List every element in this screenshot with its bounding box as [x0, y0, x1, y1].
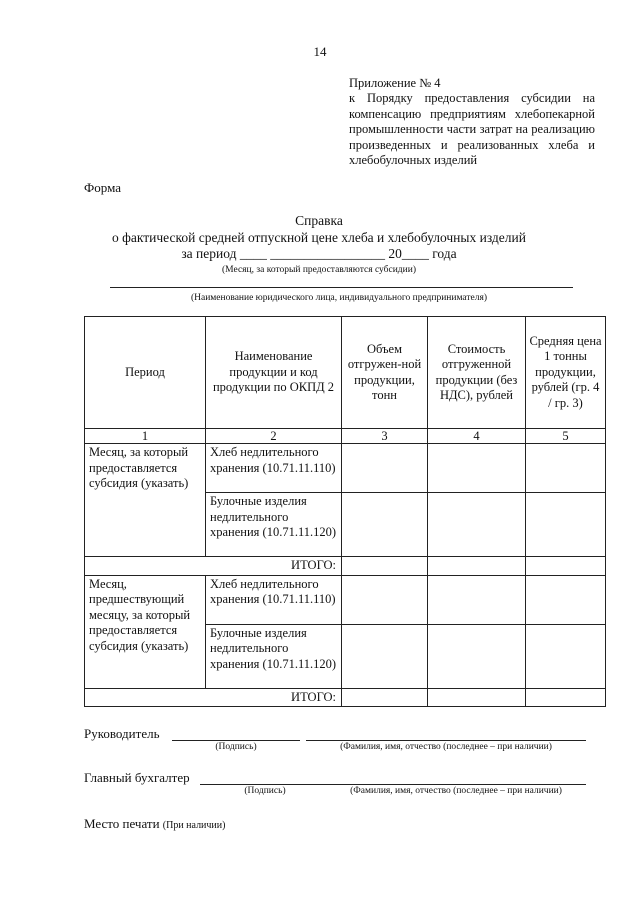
- head-signature-line[interactable]: [172, 740, 300, 741]
- stamp-label: Место печати: [84, 816, 160, 831]
- accountant-sign-caption: (Подпись): [244, 786, 286, 796]
- head-label: Руководитель: [84, 726, 160, 741]
- total-row: [85, 688, 606, 707]
- total-row: [85, 557, 606, 576]
- total-volume-cell[interactable]: [342, 688, 428, 707]
- column-number-row: [85, 429, 606, 444]
- table-row: [85, 575, 606, 624]
- entity-caption: (Наименование юридического лица, индивидуального предпринимателя): [190, 293, 488, 303]
- period-cell: Месяц, за который предоставляется субсидия (указать): [85, 444, 206, 557]
- form-label: Форма: [84, 180, 121, 195]
- accountant-signature-line[interactable]: [200, 784, 330, 785]
- header-product: Наименование продукции и код продукции по ОКПД 2: [206, 317, 342, 429]
- accountant-name-caption: (Фамилия, имя, отчество (последнее – при наличии): [350, 786, 562, 796]
- doc-title: Справка: [295, 213, 343, 228]
- volume-cell[interactable]: [342, 444, 428, 493]
- stamp-place: [84, 816, 225, 832]
- total-label: ИТОГО:: [85, 688, 342, 707]
- period-line: за период ____ _________________ 20____ года: [181, 246, 457, 261]
- header-volume: Объем отгружен-ной продукции, тонн: [342, 317, 428, 429]
- cost-cell[interactable]: [428, 444, 526, 493]
- head-name-line[interactable]: [306, 740, 586, 741]
- entity-name-line: [110, 287, 573, 288]
- column-number: 2: [206, 429, 342, 444]
- product-cell: Хлеб недлительного хранения (10.71.11.110): [206, 444, 342, 493]
- page-number: 14: [313, 44, 327, 59]
- accountant-label: Главный бухгалтер: [84, 770, 190, 785]
- avg-price-cell[interactable]: [526, 444, 606, 493]
- cost-cell[interactable]: [428, 624, 526, 688]
- table-header-row: [85, 317, 606, 429]
- cost-cell[interactable]: [428, 493, 526, 557]
- column-number: 3: [342, 429, 428, 444]
- total-cost-cell[interactable]: [428, 557, 526, 576]
- product-cell: Булочные изделия недлительного хранения (10.71.11.120): [206, 624, 342, 688]
- header-period: Период: [85, 317, 206, 429]
- doc-subtitle: о фактической средней отпускной цене хлеба и хлебобулочных изделий: [112, 230, 526, 245]
- volume-cell[interactable]: [342, 624, 428, 688]
- cost-cell[interactable]: [428, 575, 526, 624]
- period-caption: (Месяц, за который предоставляются субсидии): [222, 265, 416, 275]
- appendix-block: [349, 76, 595, 168]
- appendix-text: к Порядку предоставления субсидии на компенсацию предприятиям хлебопекарной промышленности части затрат на реализацию произведенных и реализованных хлеба и хлебобулочных изделий: [349, 91, 595, 168]
- total-avg-price-cell[interactable]: [526, 557, 606, 576]
- stamp-note: (При наличии): [162, 820, 226, 831]
- total-avg-price-cell[interactable]: [526, 688, 606, 707]
- column-number: 4: [428, 429, 526, 444]
- avg-price-cell[interactable]: [526, 575, 606, 624]
- table-row: [85, 444, 606, 493]
- total-label: ИТОГО:: [85, 557, 342, 576]
- product-cell: Булочные изделия недлительного хранения (10.71.11.120): [206, 493, 342, 557]
- accountant-name-line[interactable]: [324, 784, 586, 785]
- header-cost: Стоимость отгруженной продукции (без НДС), рублей: [428, 317, 526, 429]
- volume-cell[interactable]: [342, 493, 428, 557]
- column-number: 5: [526, 429, 606, 444]
- price-table: [84, 316, 606, 707]
- header-avg-price: Средняя цена 1 тонны продукции, рублей (гр. 4 / гр. 3): [526, 317, 606, 429]
- volume-cell[interactable]: [342, 575, 428, 624]
- avg-price-cell[interactable]: [526, 493, 606, 557]
- avg-price-cell[interactable]: [526, 624, 606, 688]
- head-sign-caption: (Подпись): [215, 742, 257, 752]
- period-cell: Месяц, предшествующий месяцу, за который предоставляется субсидия (указать): [85, 575, 206, 688]
- appendix-title: Приложение № 4: [349, 76, 441, 90]
- total-volume-cell[interactable]: [342, 557, 428, 576]
- column-number: 1: [85, 429, 206, 444]
- head-name-caption: (Фамилия, имя, отчество (последнее – при наличии): [340, 742, 552, 752]
- total-cost-cell[interactable]: [428, 688, 526, 707]
- product-cell: Хлеб недлительного хранения (10.71.11.110): [206, 575, 342, 624]
